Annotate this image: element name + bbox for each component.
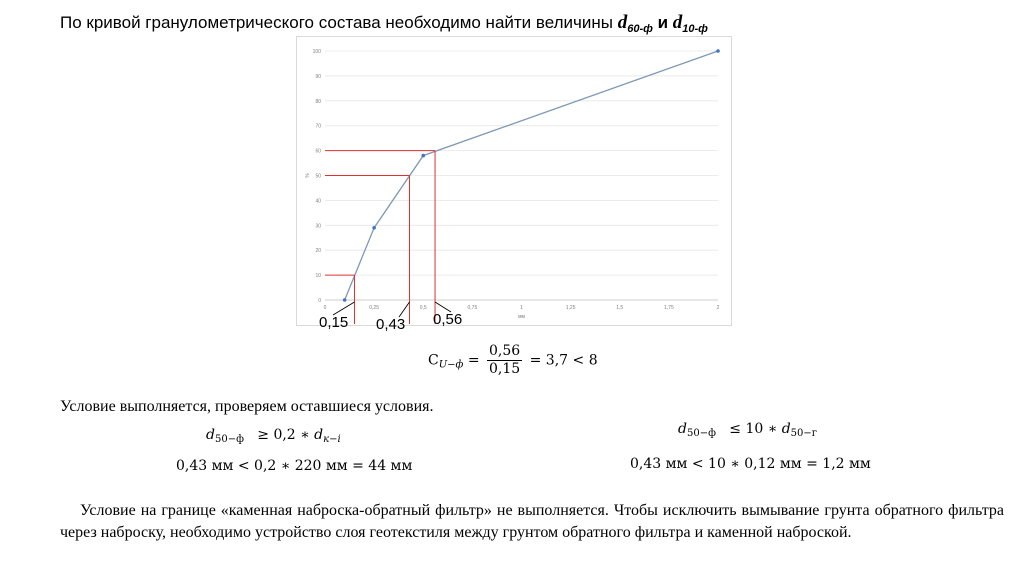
y-tick-label: 10 <box>315 273 321 280</box>
y-tick-label: 60 <box>315 148 321 155</box>
x-tick-label: 0,5 <box>419 305 427 311</box>
cu-denominator: 0,15 <box>489 361 521 377</box>
left-d2-subscript: к−i <box>323 434 341 445</box>
x-axis-title: мм <box>518 314 525 320</box>
uniformity-coefficient-formula: $C_{U-ф}$ = $\frac{0,56}{0,15}$ = 3,7 < 8 <box>428 343 598 377</box>
left-condition-calc: 0,43 мм < 0,2 ∗ 220 мм = 44 мм <box>176 458 413 474</box>
y-tick-label: 30 <box>315 223 321 230</box>
cu-symbol: C <box>428 352 439 369</box>
right-d-subscript: 50−ф <box>686 428 716 439</box>
y-tick-label: 90 <box>315 73 321 80</box>
heading-d10-symbol: d <box>672 12 683 33</box>
conclusion-paragraph: Условие на границе «каменная наброска-обратный фильтр» не выполняется. Чтобы исключить вымывание грунта обратного фильтра через наброску, необходимо устройство слоя геотекстиля между грунтом обратного фильтра и каменной наброской. <box>60 502 1004 541</box>
data-point <box>421 154 425 158</box>
x-tick-label: 1,25 <box>565 305 576 311</box>
left-condition-formula <box>206 426 341 449</box>
data-point <box>716 49 720 53</box>
right-d2-subscript: 50−г <box>790 428 817 439</box>
heading-d10-subscript: 10-ф <box>682 23 708 35</box>
x-tick-label: 2 <box>716 305 720 311</box>
y-axis-title: % <box>305 173 311 178</box>
cu-fraction <box>487 343 522 378</box>
left-operator: ≥ 0,2 ∗ <box>257 427 310 443</box>
cu-result: = 3,7 < 8 <box>529 352 598 369</box>
condition-line: Условие выполняется, проверяем оставшиеся условия. <box>60 398 434 415</box>
x-tick-label: 0,75 <box>467 305 478 311</box>
y-tick-label: 100 <box>312 49 321 55</box>
x-tick-label: 0,25 <box>369 305 379 311</box>
callout-leader-1 <box>399 302 409 317</box>
data-point <box>343 298 347 302</box>
x-tick-label: 1 <box>520 305 523 311</box>
chart-svg <box>297 37 731 325</box>
y-tick-label: 50 <box>315 173 321 180</box>
cu-subscript: U−ф <box>438 359 464 371</box>
y-tick-label: 70 <box>315 123 321 130</box>
callout-label-d60: 0,56 <box>433 311 463 328</box>
heading-d60-subscript: 60-ф <box>627 23 653 35</box>
right-condition-calc: 0,43 мм < 10 ∗ 0,12 мм = 1,2 мм <box>630 456 871 472</box>
callout-label-d50: 0,43 <box>376 316 406 333</box>
y-tick-label: 0 <box>318 298 321 304</box>
grain-size-chart <box>296 36 732 326</box>
x-tick-label: 1,75 <box>664 305 674 311</box>
y-tick-label: 40 <box>315 198 321 205</box>
right-condition-formula <box>678 420 817 443</box>
right-d-symbol: d <box>678 421 687 437</box>
cu-numerator: 0,56 <box>489 343 521 359</box>
data-point <box>372 226 376 230</box>
left-d2-symbol: d <box>314 427 324 443</box>
x-tick-label: 0 <box>323 305 327 311</box>
right-operator: ≤ 10 ∗ <box>729 421 778 437</box>
heading-text: По кривой гранулометрического состава необходимо найти величины <box>60 13 618 32</box>
left-d-subscript: 50−ф <box>214 434 244 445</box>
right-d2-symbol: d <box>781 421 791 437</box>
x-tick-label: 1,5 <box>616 305 624 311</box>
left-d-symbol: d <box>206 427 215 443</box>
y-tick-label: 80 <box>315 98 321 105</box>
heading-d60-symbol: d <box>617 12 628 33</box>
y-tick-label: 20 <box>315 248 321 255</box>
callout-label-d10: 0,15 <box>319 314 349 331</box>
heading-conjunction: и <box>652 13 673 32</box>
